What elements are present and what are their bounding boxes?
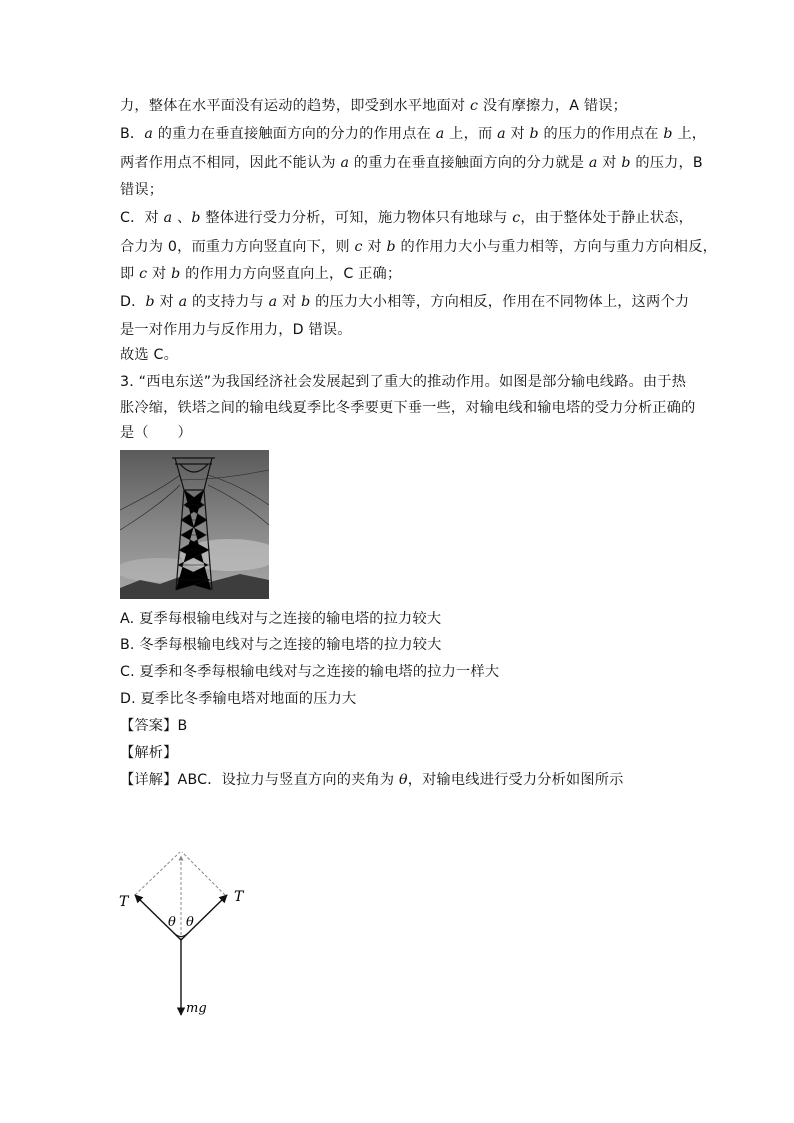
- transmission-tower-photo: [120, 450, 269, 599]
- text-line: B．a 的重力在垂直接触面方向的分力的作用点在 a 上，而 a 对 b 的压力的作用点在 b 上，: [120, 126, 707, 142]
- answer-label: 【答案】B: [120, 718, 188, 734]
- text-line: 是一对作用力与反作用力，D 错误。: [120, 322, 352, 338]
- parallelogram-dashed-lines: [135, 852, 225, 940]
- text-line: 胀冷缩，铁塔之间的输电线夏季比冬季要更下垂一些，对输电线和输电塔的受力分析正确的: [120, 400, 696, 416]
- text-line: D．b 对 a 的支持力与 a 对 b 的压力大小相等，方向相反，作用在不同物体上，这两个力: [120, 294, 690, 310]
- tension-left-label: T: [119, 894, 129, 910]
- option-c: C. 夏季和冬季每根输电线对与之连接的输电塔的拉力一样大: [120, 664, 500, 680]
- text-line: 3. “西电东送”为我国经济社会发展起到了重大的推动作用。如图是部分输电线路。由于热: [120, 374, 687, 390]
- text-line: 力，整体在水平面没有运动的趋势，即受到水平地面对 c 没有摩擦力，A 错误；: [120, 98, 627, 114]
- theta-left-label: θ: [168, 915, 176, 930]
- text-line: 错误；: [120, 182, 164, 198]
- theta-right-label: θ: [186, 915, 194, 930]
- tower-image: [120, 450, 269, 599]
- text-line: 故选 C。: [120, 347, 178, 363]
- text-line: 是（ ）: [120, 425, 192, 441]
- detail-line: 【详解】ABC．设拉力与竖直方向的夹角为 θ，对输电线进行受力分析如图所示: [120, 772, 624, 788]
- option-b: B. 冬季每根输电线对与之连接的输电塔的拉力较大: [120, 637, 442, 653]
- force-diagram: [110, 840, 260, 1025]
- text-line: 合力为 0，而重力方向竖直向下，则 c 对 b 的作用力大小与重力相等，方向与重力方向相反，: [120, 239, 717, 255]
- text-line: C．对 a 、b 整体进行受力分析，可知，施力物体只有地球与 c，由于整体处于静止状态，: [120, 210, 694, 226]
- text-line: 两者作用点不相同，因此不能认为 a 的重力在垂直接触面方向的分力就是 a 对 b 的压力，B: [120, 155, 703, 171]
- option-d: D. 夏季比冬季输电塔对地面的压力大: [120, 691, 357, 707]
- mg-label: mg: [186, 1001, 207, 1016]
- text-line: 即 c 对 b 的作用力方向竖直向上，C 正确；: [120, 266, 402, 282]
- analysis-label: 【解析】: [120, 745, 178, 761]
- option-a: A. 夏季每根输电线对与之连接的输电塔的拉力较大: [120, 611, 442, 627]
- tension-right-label: T: [234, 889, 244, 905]
